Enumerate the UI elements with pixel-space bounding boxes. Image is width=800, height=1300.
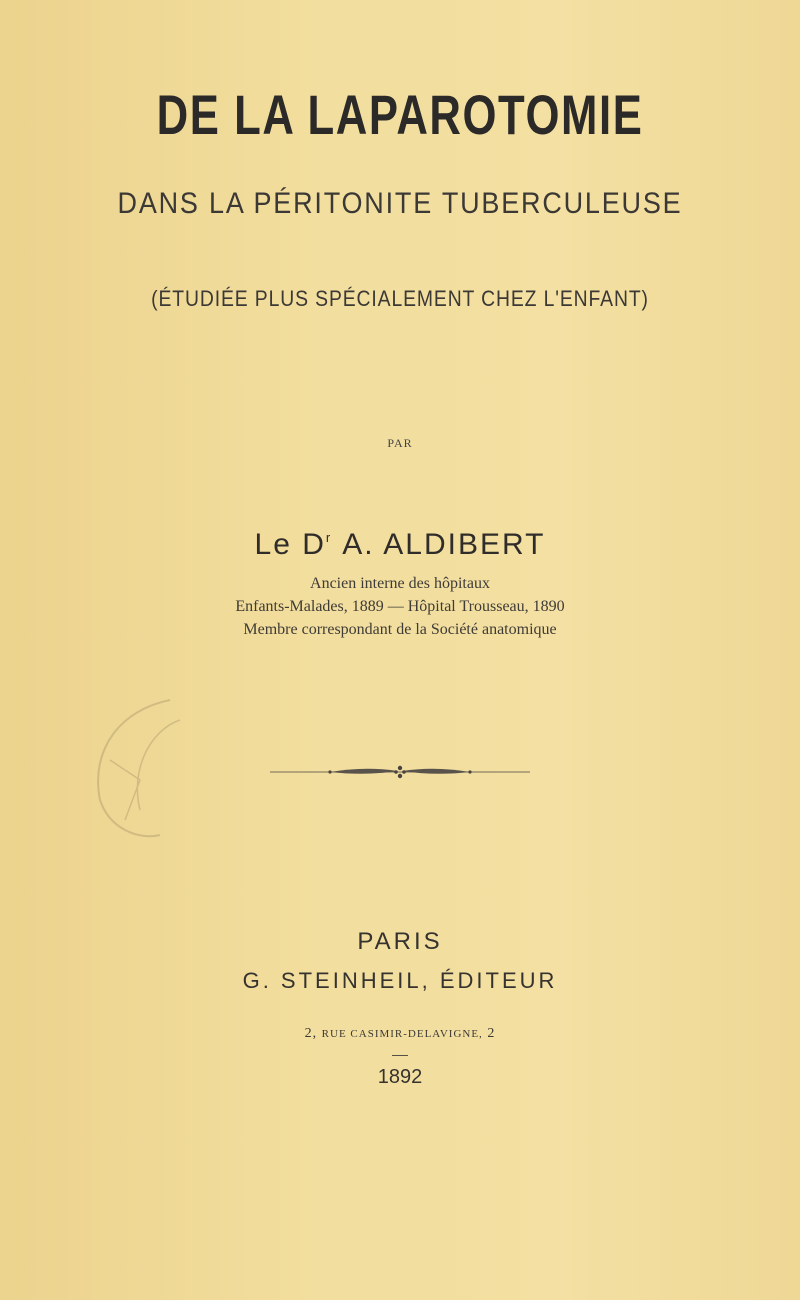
publication-city: PARIS <box>357 928 443 955</box>
faded-library-stamp <box>80 690 210 850</box>
ornament-divider <box>270 760 530 784</box>
subtitle-note: (ÉTUDIÉE PLUS SPÉCIALEMENT CHEZ L'ENFANT) <box>151 286 649 311</box>
author-line <box>0 528 800 562</box>
publisher-address <box>0 1026 800 1042</box>
author-bio-line: Membre correspondant de la Société anatomique <box>243 621 557 638</box>
book-subtitle: DANS LA PÉRITONITE TUBERCULEUSE <box>117 187 683 220</box>
separator-dash <box>392 1055 408 1056</box>
address-street: RUE CASIMIR-DELAVIGNE, <box>321 1028 483 1040</box>
by-label: PAR <box>387 436 413 450</box>
author-bio-line: Ancien interne des hôpitaux <box>310 575 490 592</box>
author-name: A. ALDIBERT <box>342 528 546 561</box>
address-number: 2, <box>304 1026 318 1041</box>
author-bio-line: Enfants-Malades, 1889 — Hôpital Trousseau, 1890 <box>235 598 565 615</box>
book-title: DE LA LAPAROTOMIE <box>156 83 644 146</box>
publisher: G. STEINHEIL, ÉDITEUR <box>242 968 558 993</box>
address-number-end: 2 <box>487 1026 496 1041</box>
publication-year: 1892 <box>377 1066 423 1088</box>
author-prefix: Le D <box>254 528 326 561</box>
author-prefix-sup: r <box>325 530 333 545</box>
